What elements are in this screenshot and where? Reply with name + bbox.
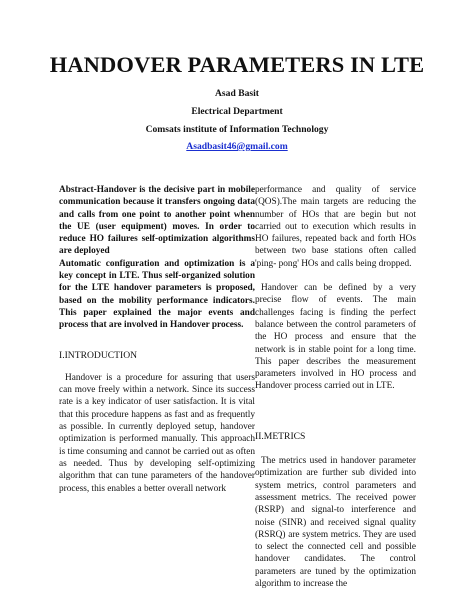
right-column xyxy=(255,184,416,590)
author-email xyxy=(0,141,474,152)
abstract xyxy=(59,184,255,332)
metrics-paragraph: The metrics used in handover parameter optimization are further sub divided into system metrics, control parameters and assessment metrics. The received power (RSRP) and signal-to interference and noise (SINR) and received signal quality (RSRQ) are system metrics. They are used to select the connected cell and possible handover candidates. The control parameters are tuned by the optimization algorithm to increase the xyxy=(255,456,416,590)
institute: Comsats institute of Information Technology xyxy=(145,124,329,135)
right-paragraph-2: Handover can be defined by a very precise flow of events. The main challenges facing is finding the perfect balance between the control parameters of the HO process and ensure that the network is in stable point for a long time. This paper describes the measurement parameters involved in HO process and Handover process carried out in LTE. xyxy=(255,283,416,392)
left-column xyxy=(59,184,255,495)
paper-title: HANDOVER PARAMETERS IN LTE xyxy=(49,52,425,77)
section-heading-introduction: I.INTRODUCTION xyxy=(59,349,138,361)
author-name: Asad Basit xyxy=(215,88,259,99)
abstract-paragraph-2: Automatic configuration and optimization is a key concept in LTE. Thus self-organized solution for the LTE handover parameters is proposed, based on the mobility performance indicators. This paper explained the major events and process that are involved in Handover process. xyxy=(59,258,255,331)
abstract-paragraph-1: Abstract-Handover is the decisive part in mobile communication because it transfers ongoing data and calls from one point to another point when the UE (user equipment) moves. In order to reduce HO failures self-optimization algorithms are deployed xyxy=(59,185,255,257)
section-heading-metrics: II.METRICS xyxy=(255,430,306,442)
intro-paragraph: Handover is a procedure for assuring that users can move freely within a network. Since its success rate is a key indicator of user satisfaction. It is vital that this procedure happens as fast and as frequently as possible. In currently deployed setup, handover optimization is performed manually. This approach is time consuming and cannot be carried out as often as needed. Thus by developing self-optimizing algorithm that can tune parameters of the handover process, this enables a better overall network xyxy=(59,372,255,494)
right-paragraph-1: performance and quality of service (QOS).The main targets are reducing the number of HOs that are begin but not carried out to execution which results in HO failures, repeated back and forth HOs between two base stations often called 'ping- pong' HOs and calls being dropped. xyxy=(255,185,416,269)
department: Electrical Department xyxy=(191,106,283,117)
email-link[interactable]: Asadbasit46@gmail.com xyxy=(186,141,288,152)
